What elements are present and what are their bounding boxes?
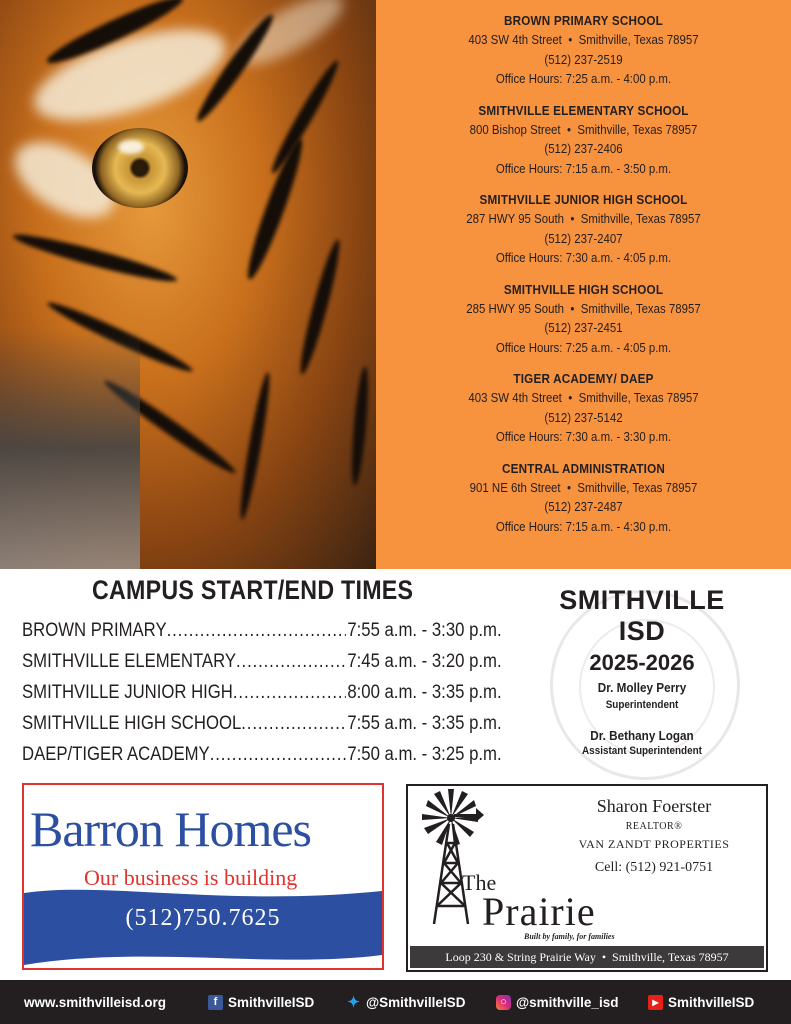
website-link[interactable]: www.smithvilleisd.org: [24, 994, 167, 1010]
school-hours: Office Hours: 7:30 a.m. - 3:30 p.m.: [495, 429, 672, 444]
times-table: [22, 620, 502, 775]
school-name: SMITHVILLE ELEMENTARY SCHOOL: [478, 102, 689, 118]
school-entry: [376, 190, 791, 268]
dot-leader: [236, 651, 346, 673]
school-name: CENTRAL ADMINISTRATION: [502, 460, 665, 476]
times-row: [22, 620, 502, 651]
twitter-icon: ✦: [347, 993, 360, 1011]
superintendent-name: Dr. Molley Perry: [597, 680, 687, 695]
school-address: 800 Bishop Street • Smithville, Texas 78957: [469, 121, 698, 137]
times-campus: DAEP/TIGER ACADEMY: [22, 744, 210, 765]
windmill-icon: [416, 788, 486, 928]
school-phone: (512) 237-2406: [544, 141, 623, 156]
times-campus: SMITHVILLE ELEMENTARY: [22, 651, 237, 672]
school-hours: Office Hours: 7:25 a.m. - 4:05 p.m.: [495, 339, 672, 355]
school-name: BROWN PRIMARY SCHOOL: [504, 13, 663, 28]
tiger-photo: [0, 0, 376, 569]
instagram-icon: ○: [496, 995, 511, 1010]
school-phone: (512) 237-2519: [544, 51, 623, 67]
school-entry: [376, 280, 791, 358]
dot-leader: [210, 744, 346, 766]
times-campus: BROWN PRIMARY: [22, 620, 167, 641]
school-address: 901 NE 6th Street • Smithville, Texas 78957: [469, 479, 698, 495]
realtor-contact: [548, 796, 760, 876]
school-address: 403 SW 4th Street • Smithville, Texas 78957: [468, 32, 699, 47]
prairie-brand-name: Prairie: [482, 889, 596, 934]
facebook-icon: f: [208, 995, 223, 1010]
times-row: [22, 744, 502, 775]
barron-homes-ad[interactable]: [22, 783, 384, 970]
social-bar: [0, 980, 791, 1024]
times-value: 7:45 a.m. - 3:20 p.m.: [347, 651, 502, 672]
school-entry: [376, 11, 791, 89]
superintendent-title: Superintendent: [605, 699, 679, 711]
dot-leader: [167, 620, 346, 642]
twitter-link[interactable]: ✦ @SmithvilleISD: [347, 993, 466, 1011]
times-value: 7:55 a.m. - 3:30 p.m.: [347, 620, 502, 641]
youtube-icon: ▶: [648, 995, 663, 1010]
barron-homes-tagline: Our business is building: [84, 865, 298, 890]
realtor-cell: Cell: (512) 921-0751: [594, 860, 714, 875]
times-campus: SMITHVILLE HIGH SCHOOL: [22, 713, 242, 734]
times-row: [22, 682, 502, 713]
youtube-link[interactable]: ▶ SmithvilleISD: [648, 980, 754, 1024]
realtor-company: VAN ZANDT PROPERTIES: [578, 837, 730, 851]
instagram-link[interactable]: ○ @smithville_isd: [496, 980, 618, 1024]
barron-homes-logo: Barron Homes: [30, 801, 311, 857]
times-row: [22, 651, 502, 682]
school-entry: [376, 369, 791, 447]
prairie-slogan: Built by family, for families: [524, 932, 615, 941]
school-name: SMITHVILLE HIGH SCHOOL: [503, 281, 664, 297]
times-value: 8:00 a.m. - 3:35 p.m.: [347, 682, 502, 703]
dot-leader: [241, 713, 345, 735]
realtor-name: Sharon Foerster: [596, 796, 712, 816]
assistant-superintendent-name: Dr. Bethany Logan: [590, 728, 694, 743]
times-campus: SMITHVILLE JUNIOR HIGH: [22, 682, 233, 703]
school-entry: [376, 101, 791, 179]
school-phone: (512) 237-5142: [544, 409, 623, 425]
prairie-brand-the: The: [462, 870, 497, 895]
times-value: 7:55 a.m. - 3:35 p.m.: [347, 713, 502, 734]
school-hours: Office Hours: 7:15 a.m. - 4:30 p.m.: [495, 518, 672, 534]
school-year: 2025-2026: [589, 650, 695, 675]
assistant-superintendent-title: Assistant Superintendent: [582, 745, 702, 757]
barron-homes-phone: (512)750.7625: [125, 905, 281, 931]
school-address: 285 HWY 95 South • Smithville, Texas 78957: [466, 300, 701, 316]
dot-leader: [233, 682, 346, 704]
prairie-ad[interactable]: [406, 784, 768, 972]
times-value: 7:50 a.m. - 3:25 p.m.: [347, 744, 502, 765]
district-info: [542, 585, 742, 775]
school-phone: (512) 237-2407: [544, 230, 623, 246]
school-hours: Office Hours: 7:15 a.m. - 3:50 p.m.: [495, 160, 672, 176]
school-name: SMITHVILLE JUNIOR HIGH SCHOOL: [479, 192, 688, 207]
school-phone: (512) 237-2487: [544, 499, 623, 514]
school-phone: (512) 237-2451: [544, 320, 623, 335]
district-name: SMITHVILLE ISD: [559, 585, 725, 646]
school-entry: [376, 459, 791, 537]
school-directory: [376, 0, 791, 569]
school-address: 403 SW 4th Street • Smithville, Texas 78957: [468, 390, 699, 405]
prairie-footer: Loop 230 & String Prairie Way • Smithville, Texas 78957: [410, 946, 764, 968]
realtor-title: REALTOR®: [625, 821, 683, 832]
school-hours: Office Hours: 7:30 a.m. - 4:05 p.m.: [495, 250, 672, 265]
times-row: [22, 713, 502, 744]
school-hours: Office Hours: 7:25 a.m. - 4:00 p.m.: [495, 71, 672, 86]
school-address: 287 HWY 95 South • Smithville, Texas 78957: [466, 211, 701, 226]
times-title: CAMPUS START/END TIMES: [92, 575, 414, 605]
school-name: TIGER ACADEMY/ DAEP: [513, 371, 654, 386]
facebook-link[interactable]: f SmithvilleISD: [208, 980, 314, 1024]
